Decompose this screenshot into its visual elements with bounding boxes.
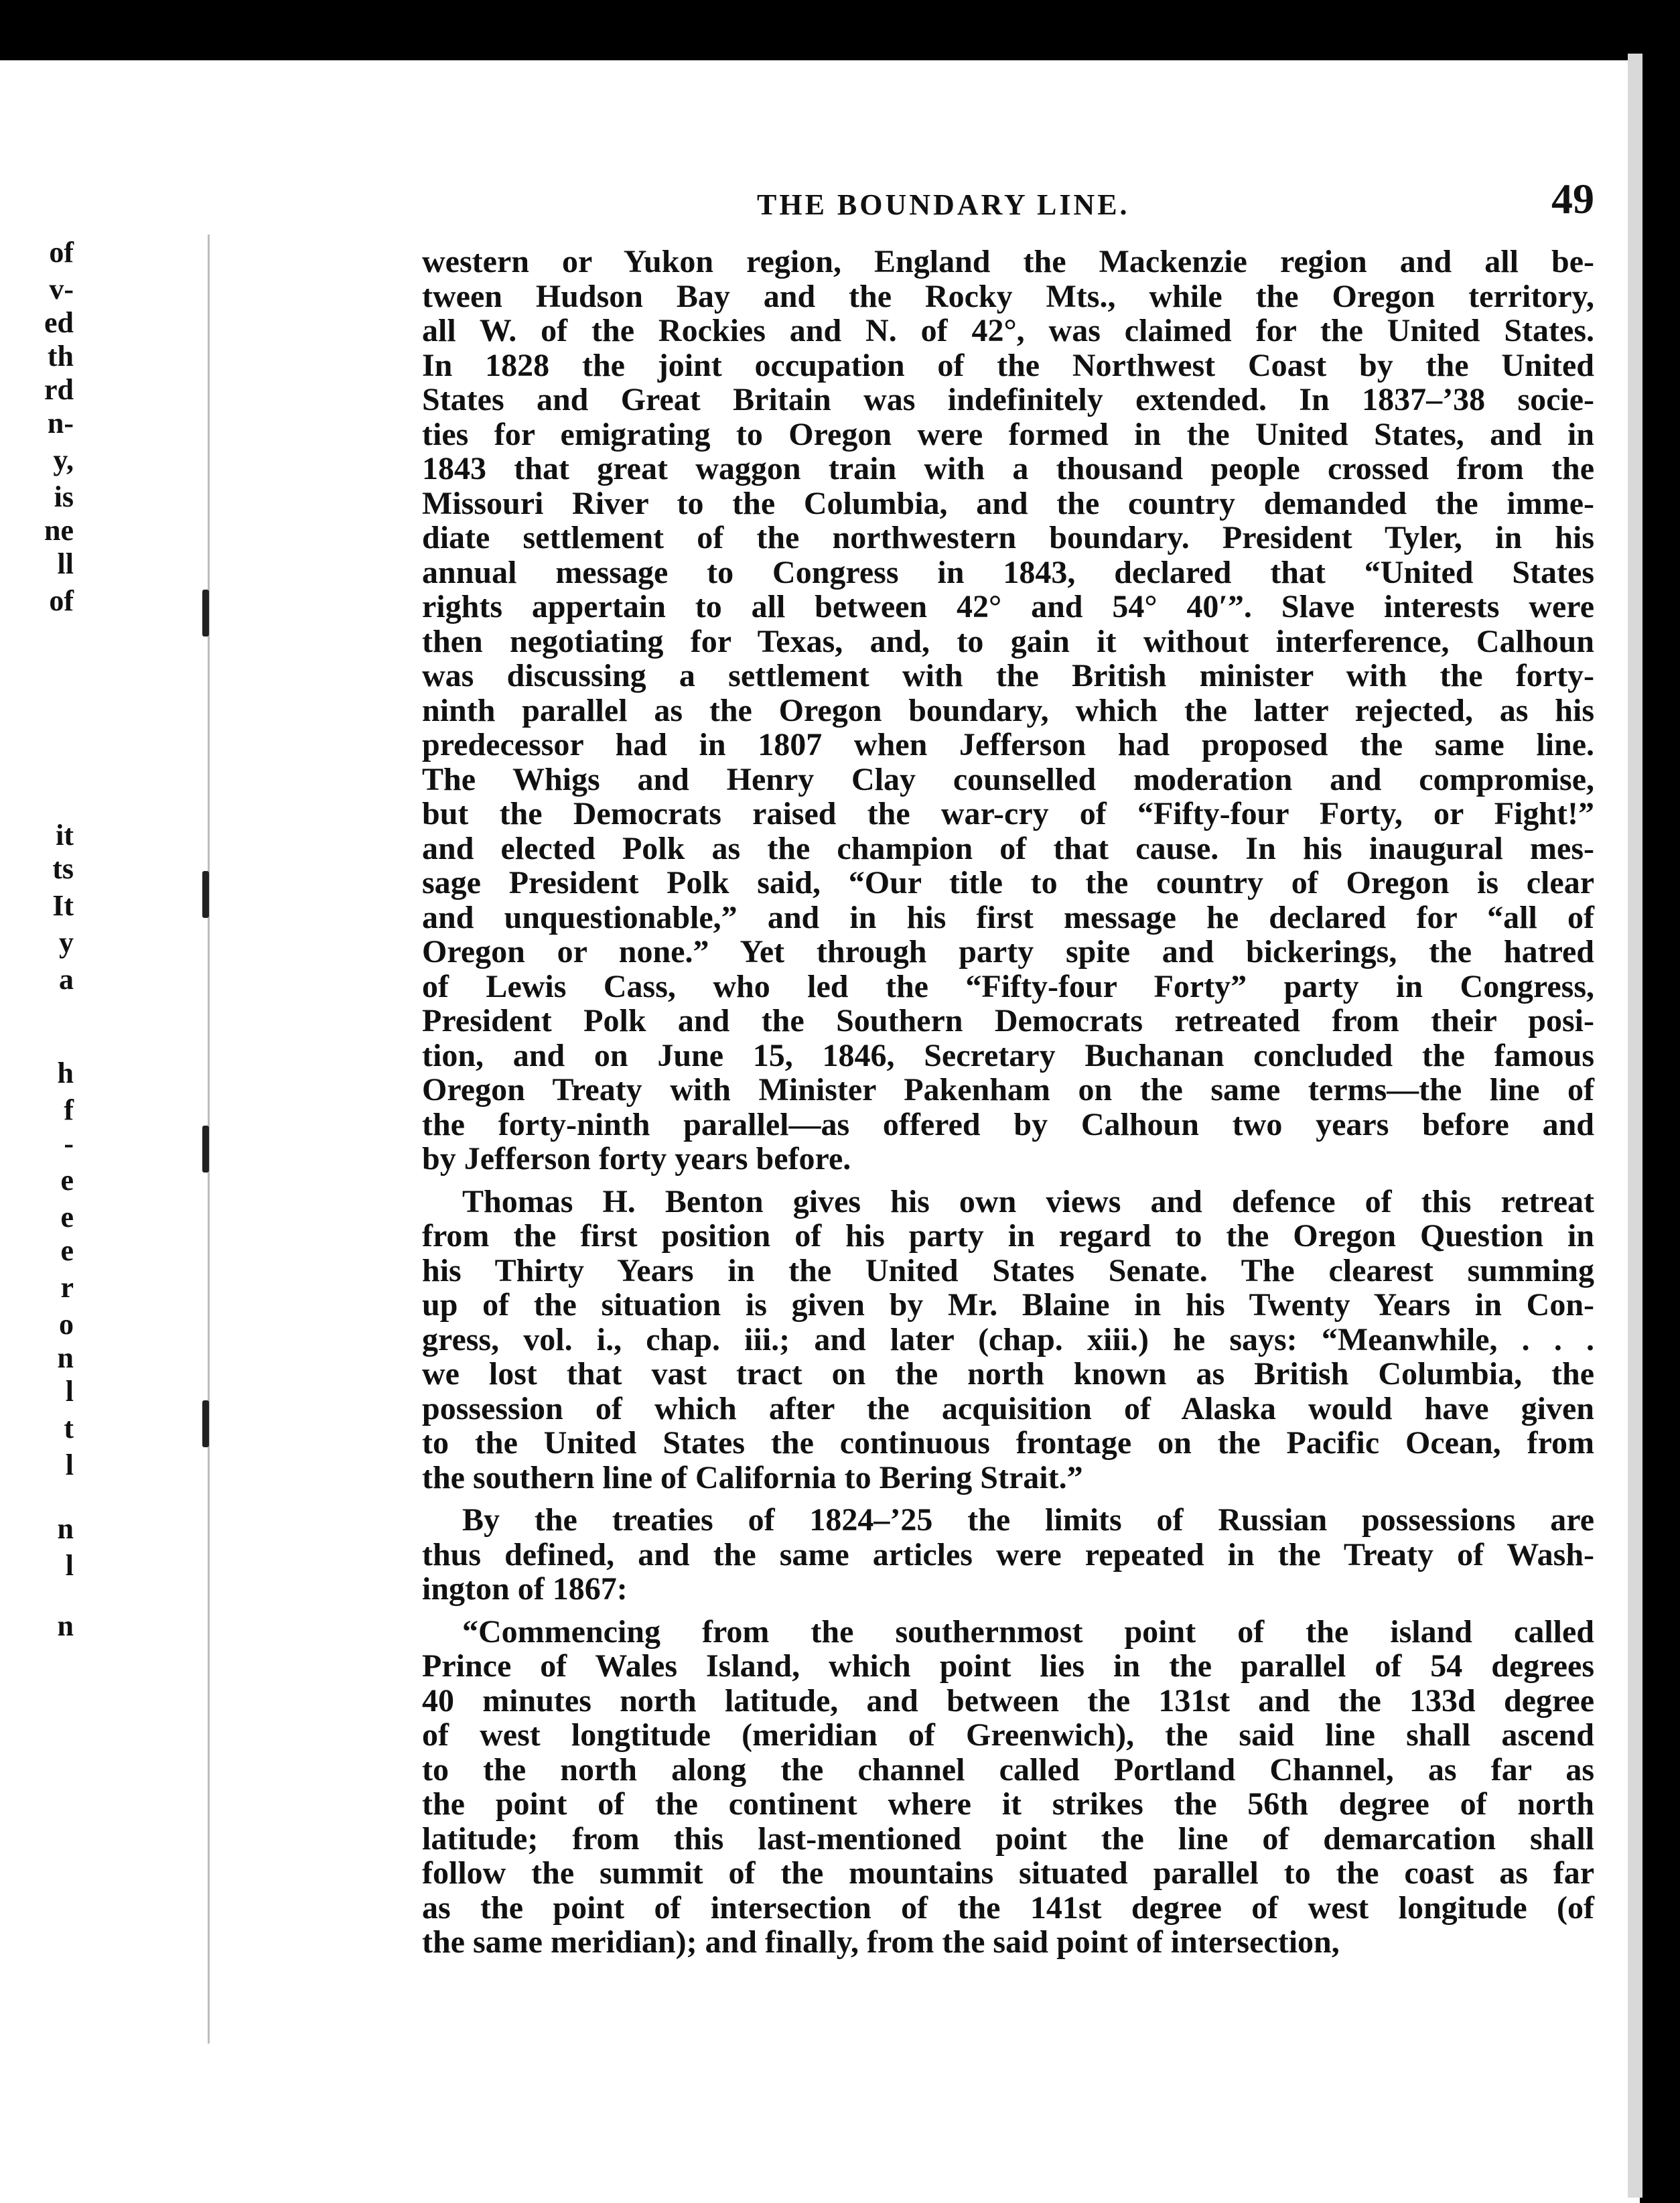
text-line: of Lewis Cass, who led the “Fifty-four Forty” party in Congress, bbox=[422, 968, 1594, 1004]
gutter-mark bbox=[202, 590, 209, 637]
left-fragment-text: e bbox=[60, 1164, 74, 1197]
left-fragment-text: l bbox=[65, 1549, 74, 1582]
left-fragment-text: l bbox=[65, 1375, 74, 1408]
text-line: then negotiating for Texas, and, to gain it without interference, Calhoun bbox=[422, 623, 1594, 659]
text-line: possession of which after the acquisition of Alaska would have given bbox=[422, 1390, 1594, 1426]
paragraph-gap bbox=[422, 1607, 1594, 1615]
text-line: thus defined, and the same articles were repeated in the Treaty of Wash- bbox=[422, 1536, 1594, 1573]
text-line: diate settlement of the northwestern boundary. President Tyler, in his bbox=[422, 520, 1594, 555]
left-fragment-text: ne bbox=[44, 514, 74, 547]
text-line: tion, and on June 15, 1846, Secretary Buchanan concluded the famous bbox=[422, 1037, 1594, 1073]
text-line: gress, vol. i., chap. iii.; and later (chap. xiii.) he says: “Meanwhile, . . . bbox=[422, 1321, 1594, 1357]
text-line: and unquestionable,” and in his first message he declared for “all of bbox=[422, 899, 1594, 935]
text-line: but the Democrats raised the war-cry of “Fifty-four Forty, or Fight!” bbox=[422, 796, 1594, 831]
left-fragment-text: - bbox=[64, 1127, 74, 1160]
text-line: as the point of intersection of the 141st degree of west longitude (of bbox=[422, 1889, 1594, 1926]
left-fragment-text: rd bbox=[44, 373, 74, 406]
paragraph bbox=[422, 1503, 1594, 1607]
paragraph bbox=[422, 1185, 1594, 1495]
left-fragment-text: f bbox=[64, 1093, 74, 1126]
text-line: 40 minutes north latitude, and between the 131st and the 133d degree bbox=[422, 1682, 1594, 1719]
left-fragment-text: e bbox=[60, 1234, 74, 1267]
text-line: was discussing a settlement with the British minister with the forty- bbox=[422, 658, 1594, 693]
text-line: tween Hudson Bay and the Rocky Mts., while the Oregon territory, bbox=[422, 278, 1594, 314]
left-fragment-text: y bbox=[59, 926, 74, 959]
text-line: States and Great Britain was indefinitely extended. In 1837–’38 socie- bbox=[422, 382, 1594, 417]
scan-border-top bbox=[0, 0, 1680, 60]
text-line: rights appertain to all between 42° and 54° 40′”. Slave interests were bbox=[422, 589, 1594, 624]
left-fragment-text: h bbox=[57, 1057, 74, 1089]
text-line: to the north along the channel called Portland Channel, as far as bbox=[422, 1751, 1594, 1788]
text-line: The Whigs and Henry Clay counselled moderation and compromise, bbox=[422, 761, 1594, 797]
text-line: sage President Polk said, “Our title to the country of Oregon is clear bbox=[422, 865, 1594, 900]
left-fragment-text: n bbox=[57, 1609, 74, 1642]
text-line: of west longtitude (meridian of Greenwich), the said line shall ascend bbox=[422, 1717, 1594, 1753]
gutter-mark bbox=[202, 1126, 209, 1173]
text-line: by Jefferson forty years before. bbox=[422, 1141, 851, 1177]
body-text bbox=[422, 245, 1594, 1960]
text-line: latitude; from this last-mentioned point the line of demarcation shall bbox=[422, 1820, 1594, 1857]
text-line: 1843 that great waggon train with a thousand people crossed from the bbox=[422, 451, 1594, 486]
running-head bbox=[362, 174, 1594, 228]
text-line: the point of the continent where it strikes the 56th degree of north bbox=[422, 1786, 1594, 1822]
text-line: all W. of the Rockies and N. of 42°, was claimed for the United States. bbox=[422, 313, 1594, 348]
left-fragment-text: l bbox=[65, 1449, 74, 1481]
left-fragment-text: r bbox=[60, 1271, 74, 1304]
left-fragment-text: of bbox=[49, 584, 74, 617]
gutter-mark bbox=[202, 871, 209, 918]
page-number: 49 bbox=[1551, 175, 1594, 222]
text-line: the same meridian); and finally, from the said point of intersection, bbox=[422, 1924, 1340, 1960]
paragraph bbox=[422, 1615, 1594, 1960]
text-line: Prince of Wales Island, which point lies in the parallel of 54 degrees bbox=[422, 1648, 1594, 1684]
text-line: and elected Polk as the champion of that cause. In his inaugural mes- bbox=[422, 830, 1594, 866]
left-fragment-text: a bbox=[59, 963, 74, 996]
text-line: ninth parallel as the Oregon boundary, which the latter rejected, as his bbox=[422, 692, 1594, 728]
text-line: the forty-ninth parallel—as offered by Calhoun two years before and bbox=[422, 1106, 1594, 1142]
page-title: THE BOUNDARY LINE. bbox=[757, 188, 1130, 221]
text-line: predecessor had in 1807 when Jefferson had proposed the same line. bbox=[422, 727, 1594, 762]
text-line: annual message to Congress in 1843, declared that “United States bbox=[422, 554, 1594, 590]
text-line: to the United States the continuous frontage on the Pacific Ocean, from bbox=[422, 1425, 1594, 1461]
left-fragment-text: n- bbox=[47, 407, 74, 440]
paragraph bbox=[422, 245, 1594, 1177]
paragraph-gap bbox=[422, 1177, 1594, 1185]
text-line: his Thirty Years in the United States Senate. The clearest summing bbox=[422, 1252, 1594, 1288]
left-fragment-text: ts bbox=[52, 852, 74, 885]
text-line: the southern line of California to Bering Strait.” bbox=[422, 1459, 1083, 1495]
text-line: Missouri River to the Columbia, and the country demanded the imme- bbox=[422, 485, 1594, 521]
left-fragment-text: of bbox=[49, 236, 74, 269]
left-page-fragment bbox=[0, 238, 74, 2114]
text-line: “Commencing from the southernmost point of the island called bbox=[462, 1613, 1594, 1650]
left-fragment-text: ed bbox=[44, 306, 74, 339]
left-fragment-text: t bbox=[64, 1412, 74, 1445]
left-fragment-text: n bbox=[57, 1512, 74, 1545]
scan-border-right bbox=[1640, 0, 1680, 2203]
left-fragment-text: is bbox=[54, 480, 74, 513]
left-fragment-text: o bbox=[59, 1308, 74, 1341]
text-line: we lost that vast tract on the north known as British Columbia, the bbox=[422, 1356, 1594, 1392]
text-line: ington of 1867: bbox=[422, 1571, 628, 1607]
page-edge-shadow bbox=[1628, 54, 1642, 2198]
text-line: Oregon Treaty with Minister Pakenham on the same terms—the line of bbox=[422, 1072, 1594, 1108]
text-line: President Polk and the Southern Democrats retreated from their posi- bbox=[422, 1003, 1594, 1039]
left-fragment-text: n bbox=[57, 1341, 74, 1374]
text-line: Oregon or none.” Yet through party spite and bickerings, the hatred bbox=[422, 934, 1594, 970]
text-line: In 1828 the joint occupation of the Northwest Coast by the United bbox=[422, 347, 1594, 383]
left-fragment-text: It bbox=[52, 889, 74, 922]
left-fragment-text: th bbox=[47, 340, 74, 373]
text-line: from the first position of his party in regard to the Oregon Question in bbox=[422, 1218, 1594, 1254]
book-gutter bbox=[188, 134, 228, 2144]
gutter-mark bbox=[202, 1400, 209, 1447]
text-line: By the treaties of 1824–’25 the limits of Russian possessions are bbox=[462, 1502, 1594, 1538]
text-line: western or Yukon region, England the Mackenzie region and all be- bbox=[422, 244, 1594, 279]
text-line: follow the summit of the mountains situated parallel to the coast as far bbox=[422, 1855, 1594, 1891]
left-fragment-text: it bbox=[56, 819, 74, 852]
left-fragment-text: ll bbox=[57, 547, 74, 580]
text-line: Thomas H. Benton gives his own views and defence of this retreat bbox=[462, 1183, 1594, 1219]
left-fragment-text: e bbox=[60, 1201, 74, 1233]
left-fragment-text: v- bbox=[49, 273, 74, 306]
text-line: up of the situation is given by Mr. Blaine in his Twenty Years in Con- bbox=[422, 1287, 1594, 1323]
text-line: ties for emigrating to Oregon were formed in the United States, and in bbox=[422, 416, 1594, 452]
left-fragment-text: y, bbox=[53, 444, 74, 476]
